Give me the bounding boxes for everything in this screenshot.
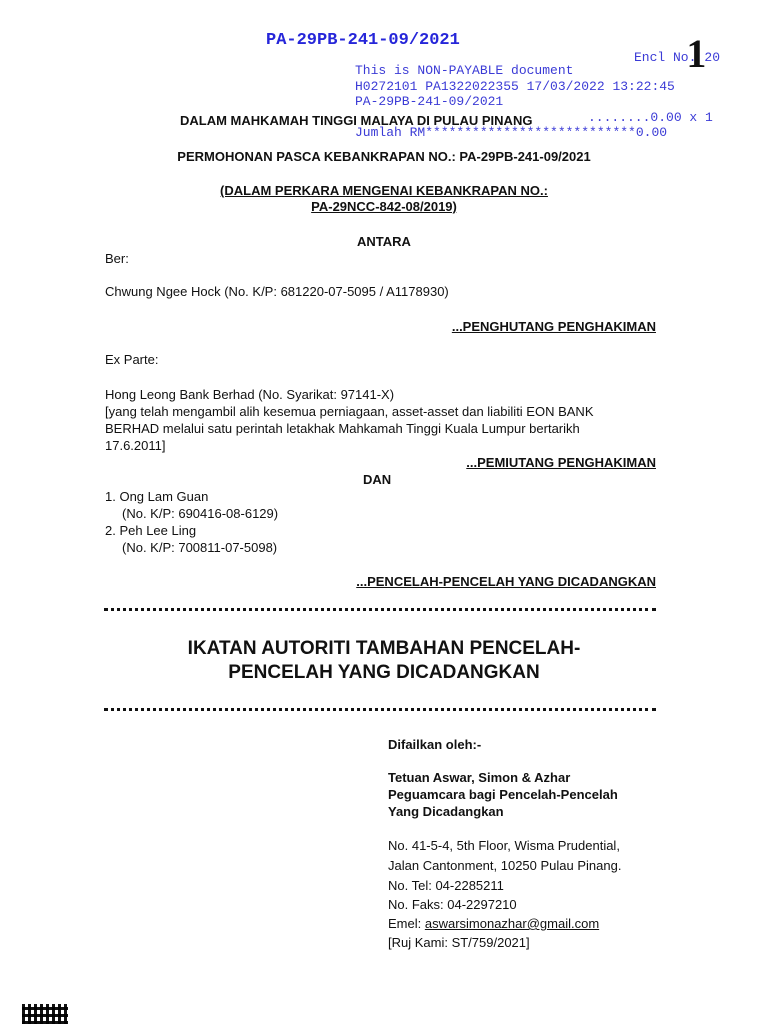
email-link[interactable]: aswarsimonazhar@gmail.com bbox=[424, 916, 600, 931]
address-line-1: No. 41-5-4, 5th Floor, Wisma Prudential, bbox=[388, 838, 620, 853]
matter-line-1: (DALAM PERKARA MENGENAI KEBANKRAPAN NO.: bbox=[220, 183, 548, 198]
stamp-line-2: H0272101 PA1322022355 17/03/2022 13:22:45 bbox=[355, 79, 675, 94]
firm-name: Tetuan Aswar, Simon & Azhar bbox=[388, 770, 571, 785]
intervener-1-id: (No. K/P: 690416-08-6129) bbox=[122, 506, 279, 521]
document-title-line-2: PENCELAH YANG DICADANGKAN bbox=[228, 662, 540, 683]
telephone: No. Tel: 04-2285211 bbox=[388, 878, 504, 893]
matter-line-2: PA-29NCC-842-08/2019) bbox=[311, 199, 457, 214]
stamp-enclosure bbox=[634, 31, 721, 76]
ex-parte-label: Ex Parte: bbox=[105, 352, 159, 367]
document-title-line-1: IKATAN AUTORITI TAMBAHAN PENCELAH- bbox=[187, 638, 581, 659]
court-name: DALAM MAHKAMAH TINGGI MALAYA DI PULAU PINANG bbox=[180, 113, 533, 128]
stamp-line-5: Jumlah RM***************************0.00 bbox=[355, 125, 668, 140]
intervener-2-name: 2. Peh Lee Ling bbox=[105, 523, 197, 538]
stamp-encl-suffix: 20 bbox=[704, 50, 721, 65]
filed-by-label: Difailkan oleh:- bbox=[388, 737, 482, 752]
judgment-debtor-role: ...PENGHUTANG PENGHAKIMAN bbox=[451, 319, 656, 334]
stamp-line-4: ........0.00 x 1 bbox=[588, 110, 713, 125]
stamp-line-3: PA-29PB-241-09/2021 bbox=[355, 94, 504, 109]
judgment-creditor: Hong Leong Bank Berhad (No. Syarikat: 97141-X) bbox=[105, 387, 395, 402]
reference: [Ruj Kami: ST/759/2021] bbox=[388, 935, 530, 950]
dan-heading: DAN bbox=[363, 472, 392, 487]
creditor-note-2: BERHAD melalui satu perintah letakhak Mahkamah Tinggi Kuala Lumpur bertarikh bbox=[105, 421, 580, 436]
creditor-note-1: [yang telah mengambil alih kesemua perniagaan, asset-asset dan liabiliti EON BANK bbox=[105, 404, 594, 419]
stamp-case-number: PA-29PB-241-09/2021 bbox=[266, 31, 460, 50]
firm-role-2: Yang Dicadangkan bbox=[388, 804, 504, 819]
address-line-2: Jalan Cantonment, 10250 Pulau Pinang. bbox=[388, 858, 622, 873]
qr-code bbox=[22, 1004, 68, 1024]
email-row bbox=[388, 916, 599, 931]
intervener-2-id: (No. K/P: 700811-07-5098) bbox=[122, 540, 278, 555]
dotted-divider-bottom bbox=[104, 708, 656, 711]
stamp-line-1: This is NON-PAYABLE document bbox=[355, 63, 574, 78]
email-label: Emel: bbox=[388, 916, 425, 931]
judgment-debtor: Chwung Ngee Hock (No. K/P: 681220-07-5095 / A1178930) bbox=[105, 284, 449, 299]
judgment-creditor-role: ...PEMIUTANG PENGHAKIMAN bbox=[466, 455, 656, 470]
fax: No. Faks: 04-2297210 bbox=[388, 897, 517, 912]
antara-heading: ANTARA bbox=[357, 234, 411, 249]
stamp-encl-number: 1 bbox=[686, 31, 707, 76]
interveners-role: ...PENCELAH-PENCELAH YANG DICADANGKAN bbox=[356, 574, 656, 589]
creditor-note-3: 17.6.2011] bbox=[105, 438, 166, 453]
dotted-divider-top bbox=[104, 608, 656, 611]
ber-label: Ber: bbox=[105, 251, 129, 266]
intervener-1-name: 1. Ong Lam Guan bbox=[105, 489, 209, 504]
stamp-encl-prefix: Encl No. bbox=[634, 50, 697, 65]
firm-role-1: Peguamcara bagi Pencelah-Pencelah bbox=[388, 787, 618, 802]
application-number: PERMOHONAN PASCA KEBANKRAPAN NO.: PA-29PB-241-09/2021 bbox=[177, 149, 591, 164]
